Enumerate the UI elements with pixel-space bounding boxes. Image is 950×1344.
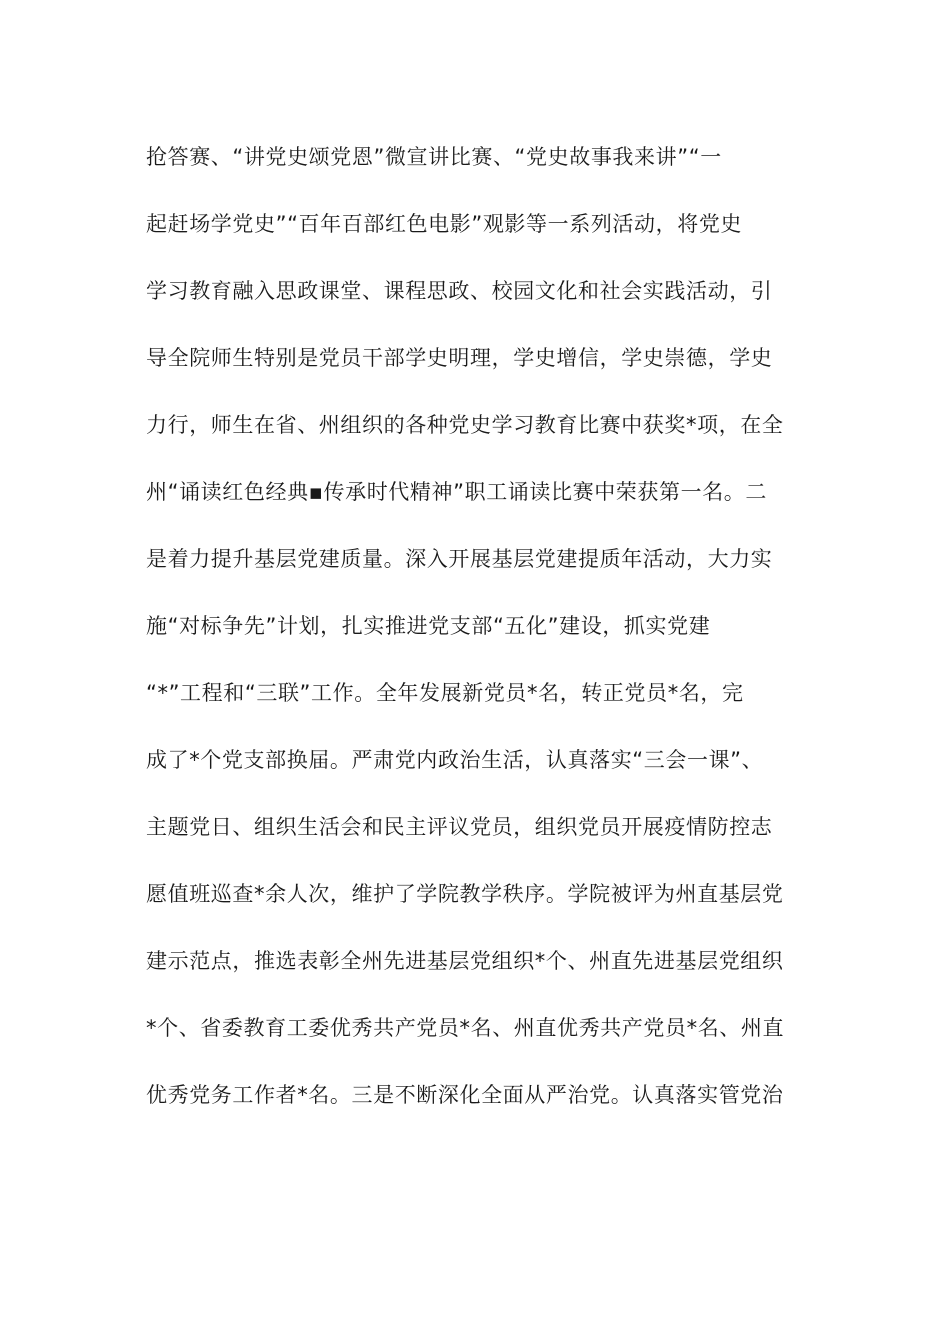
text-line: 成了*个党支部换届。严肃党内政治生活，认真落实“三会一课”、 xyxy=(146,748,764,772)
text-line: 施“对标争先”计划，扎实推进党支部“五化”建设，抓实党建 xyxy=(146,614,711,638)
text-line: 州“诵读红色经典▪传承时代精神”职工诵读比赛中荣获第一名。二 xyxy=(146,480,767,504)
text-line: *个、省委教育工委优秀共产党员*名、州直优秀共产党员*名、州直 xyxy=(146,1016,785,1040)
text-line: 抢答赛、“讲党史颂党恩”微宣讲比赛、“党史故事我来讲”“一 xyxy=(146,145,722,169)
text-line: 建示范点，推选表彰全州先进基层党组织*个、州直先进基层党组织 xyxy=(146,949,784,973)
text-line: “*”工程和“三联”工作。全年发展新党员*名，转正党员*名，完 xyxy=(146,681,744,705)
text-line: 学习教育融入思政课堂、课程思政、校园文化和社会实践活动，引 xyxy=(146,279,773,303)
text-line: 起赶场学党史”“百年百部红色电影”观影等一系列活动，将党史 xyxy=(146,212,743,236)
text-line: 力行，师生在省、州组织的各种党史学习教育比赛中获奖*项，在全 xyxy=(146,413,784,437)
text-line: 愿值班巡查*余人次，维护了学院教学秩序。学院被评为州直基层党 xyxy=(146,882,784,906)
text-line: 导全院师生特别是党员干部学史明理，学史增信，学史崇德，学史 xyxy=(146,346,773,370)
text-line: 主题党日、组织生活会和民主评议党员，组织党员开展疫情防控志 xyxy=(146,815,773,839)
body-paragraph xyxy=(146,134,806,1139)
text-line: 是着力提升基层党建质量。深入开展基层党建提质年活动，大力实 xyxy=(146,547,773,571)
text-line: 优秀党务工作者*名。三是不断深化全面从严治党。认真落实管党治 xyxy=(146,1083,784,1107)
